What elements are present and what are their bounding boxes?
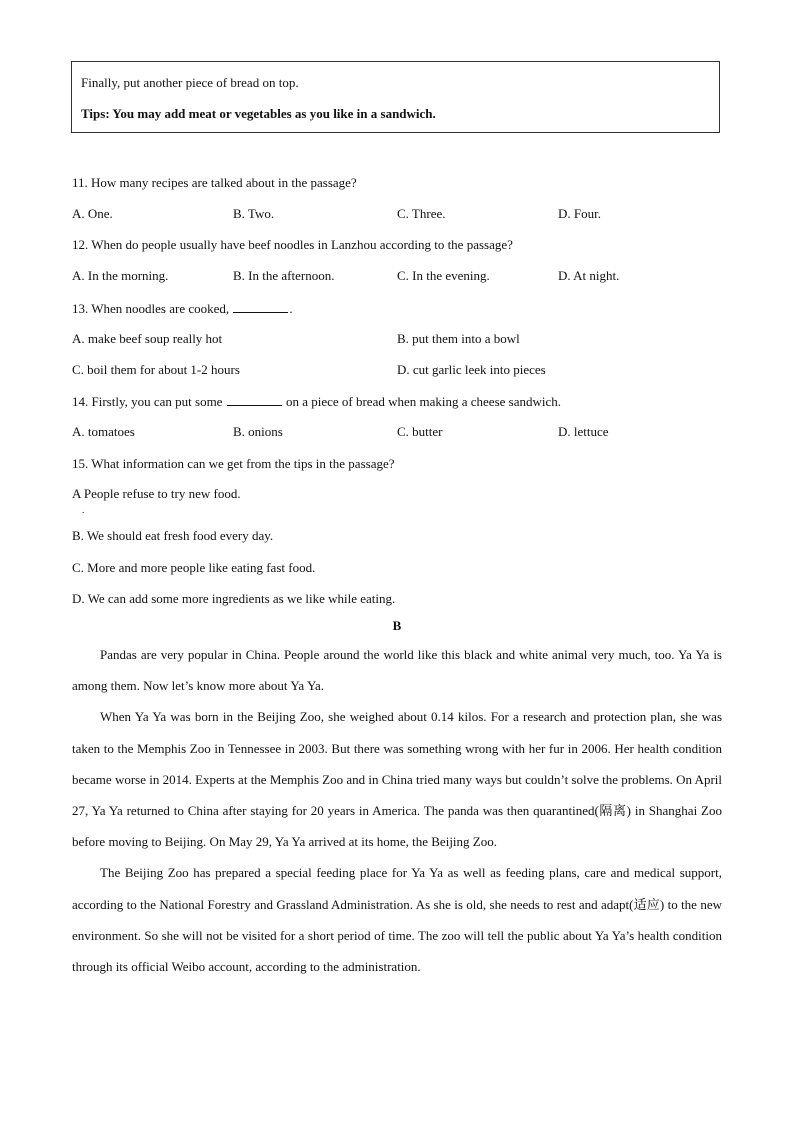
passage-paragraph-1: Pandas are very popular in China. People around the world like this black and white animal very much, too. Ya Ya is among them. Now let’s know more about Ya Ya. xyxy=(72,647,722,694)
question-11-option-c: C. Three. xyxy=(397,206,446,221)
question-14-option-a: A. tomatoes xyxy=(72,424,135,439)
question-13-option-a: A. make beef soup really hot xyxy=(72,331,223,346)
tip-box-tips-line: Tips: You may add meat or vegetables as you like in a sandwich. xyxy=(81,106,436,121)
question-15-option-a: A People refuse to try new food. xyxy=(72,486,241,501)
question-14-stem-text: 14. Firstly, you can put some xyxy=(72,394,226,409)
question-12-stem: 12. When do people usually have beef noodles in Lanzhou according to the passage? xyxy=(72,237,513,252)
question-13-option-d: D. cut garlic leek into pieces xyxy=(397,362,546,377)
question-15-option-c: C. More and more people like eating fast food. xyxy=(72,560,316,575)
question-11-option-d: D. Four. xyxy=(558,206,601,221)
passage-paragraph-3: The Beijing Zoo has prepared a special feeding place for Ya Ya as well as feeding plans, care and medical support, according to the National Forestry and Grassland Administration. As she is old, she needs to rest and adapt(适应) to the new environment. So she will not be visited for a short period of time. The zoo will tell the public about Ya Ya’s health condition through its official Weibo account, according to the administration. xyxy=(72,865,722,975)
question-11-stem: 11. How many recipes are talked about in the passage? xyxy=(72,175,357,190)
tips-box xyxy=(71,61,720,133)
question-14-option-d: D. lettuce xyxy=(558,424,609,439)
question-13-option-c: C. boil them for about 1-2 hours xyxy=(72,362,240,377)
question-11-option-b: B. Two. xyxy=(233,206,275,221)
tip-box-line-1: Finally, put another piece of bread on top. xyxy=(81,75,299,90)
question-14-stem-end: on a piece of bread when making a cheese sandwich. xyxy=(282,394,562,409)
question-13-stem xyxy=(72,300,293,317)
answer-blank xyxy=(233,300,288,313)
question-13-stem-end: . xyxy=(289,301,293,316)
question-14-stem xyxy=(72,393,561,410)
question-12-option-c: C. In the evening. xyxy=(397,268,490,283)
question-13-option-b: B. put them into a bowl xyxy=(397,331,520,346)
stray-dot: . xyxy=(82,505,85,515)
question-14-option-c: C. butter xyxy=(397,424,443,439)
question-15-stem: 15. What information can we get from the tips in the passage? xyxy=(72,456,395,471)
question-15-option-b: B. We should eat fresh food every day. xyxy=(72,528,274,543)
answer-blank xyxy=(227,393,282,406)
question-12-option-a: A. In the morning. xyxy=(72,268,169,283)
question-12-option-b: B. In the afternoon. xyxy=(233,268,335,283)
passage-b xyxy=(72,639,722,982)
question-15-option-d: D. We can add some more ingredients as we like while eating. xyxy=(72,591,396,606)
question-13-stem-text: 13. When noodles are cooked, xyxy=(72,301,233,316)
question-12-option-d: D. At night. xyxy=(558,268,620,283)
question-11-option-a: A. One. xyxy=(72,206,113,221)
passage-paragraph-2: When Ya Ya was born in the Beijing Zoo, she weighed about 0.14 kilos. For a research and protection plan, she was taken to the Memphis Zoo in Tennessee in 2003. But there was something wrong with her fur in 2006. Her health condition became worse in 2014. Experts at the Memphis Zoo and in China tried many ways but couldn’t solve the problems. On April 27, Ya Ya returned to China after staying for 20 years in America. The panda was then quarantined(隔离) in Shanghai Zoo before moving to Beijing. On May 29, Ya Ya arrived at its home, the Beijing Zoo. xyxy=(72,709,722,850)
section-heading-b: B xyxy=(392,618,402,633)
question-14-option-b: B. onions xyxy=(233,424,283,439)
